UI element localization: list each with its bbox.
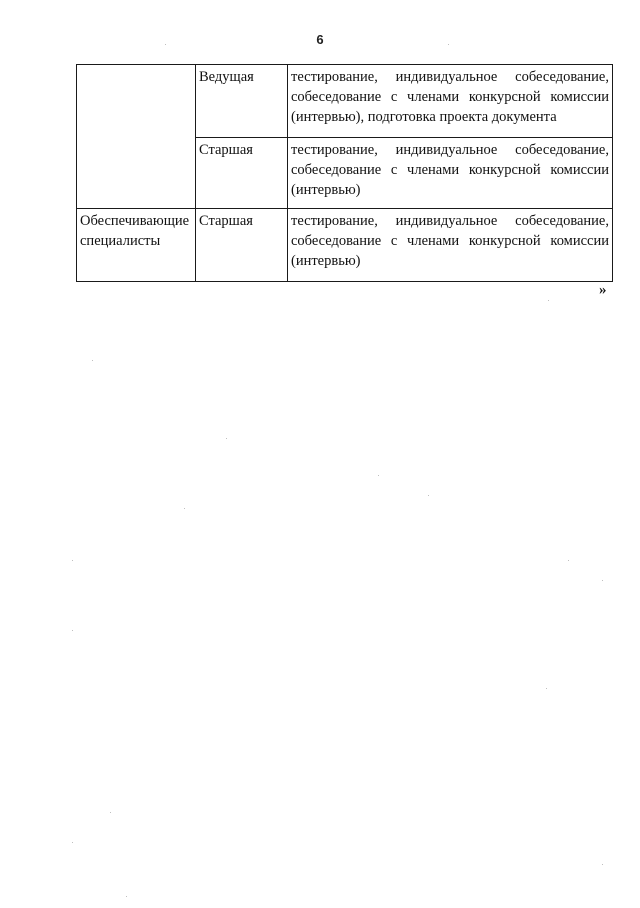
level-cell: Старшая — [196, 209, 288, 282]
scan-speck — [184, 508, 185, 509]
methods-cell: тестирование, индивидуальное собеседование, собеседование с членами конкурсной комиссии (интервью), подготовка проекта документа — [288, 65, 613, 138]
table-row — [77, 209, 613, 282]
scan-speck — [165, 44, 166, 45]
scan-speck — [72, 560, 73, 561]
scan-speck — [126, 896, 127, 897]
page-number: 6 — [316, 32, 324, 47]
scan-speck — [378, 475, 379, 476]
scan-speck — [546, 688, 547, 689]
table-row — [77, 65, 613, 138]
scan-speck — [72, 630, 73, 631]
scan-speck — [602, 580, 603, 581]
group-cell — [77, 65, 196, 209]
scan-speck — [568, 560, 569, 561]
scan-speck — [226, 438, 227, 439]
scan-speck — [92, 360, 93, 361]
scan-speck — [428, 495, 429, 496]
scan-speck — [602, 864, 603, 865]
methods-cell: тестирование, индивидуальное собеседование, собеседование с членами конкурсной комиссии (интервью) — [288, 209, 613, 282]
level-cell: Старшая — [196, 138, 288, 209]
closing-quote: » — [599, 282, 607, 298]
scan-speck — [448, 44, 449, 45]
scan-speck — [72, 842, 73, 843]
selection-methods-table — [76, 64, 613, 282]
level-cell: Ведущая — [196, 65, 288, 138]
scan-speck — [548, 300, 549, 301]
group-cell: Обеспечивающие специалисты — [77, 209, 196, 282]
methods-cell: тестирование, индивидуальное собеседование, собеседование с членами конкурсной комиссии (интервью) — [288, 138, 613, 209]
scan-speck — [110, 812, 111, 813]
